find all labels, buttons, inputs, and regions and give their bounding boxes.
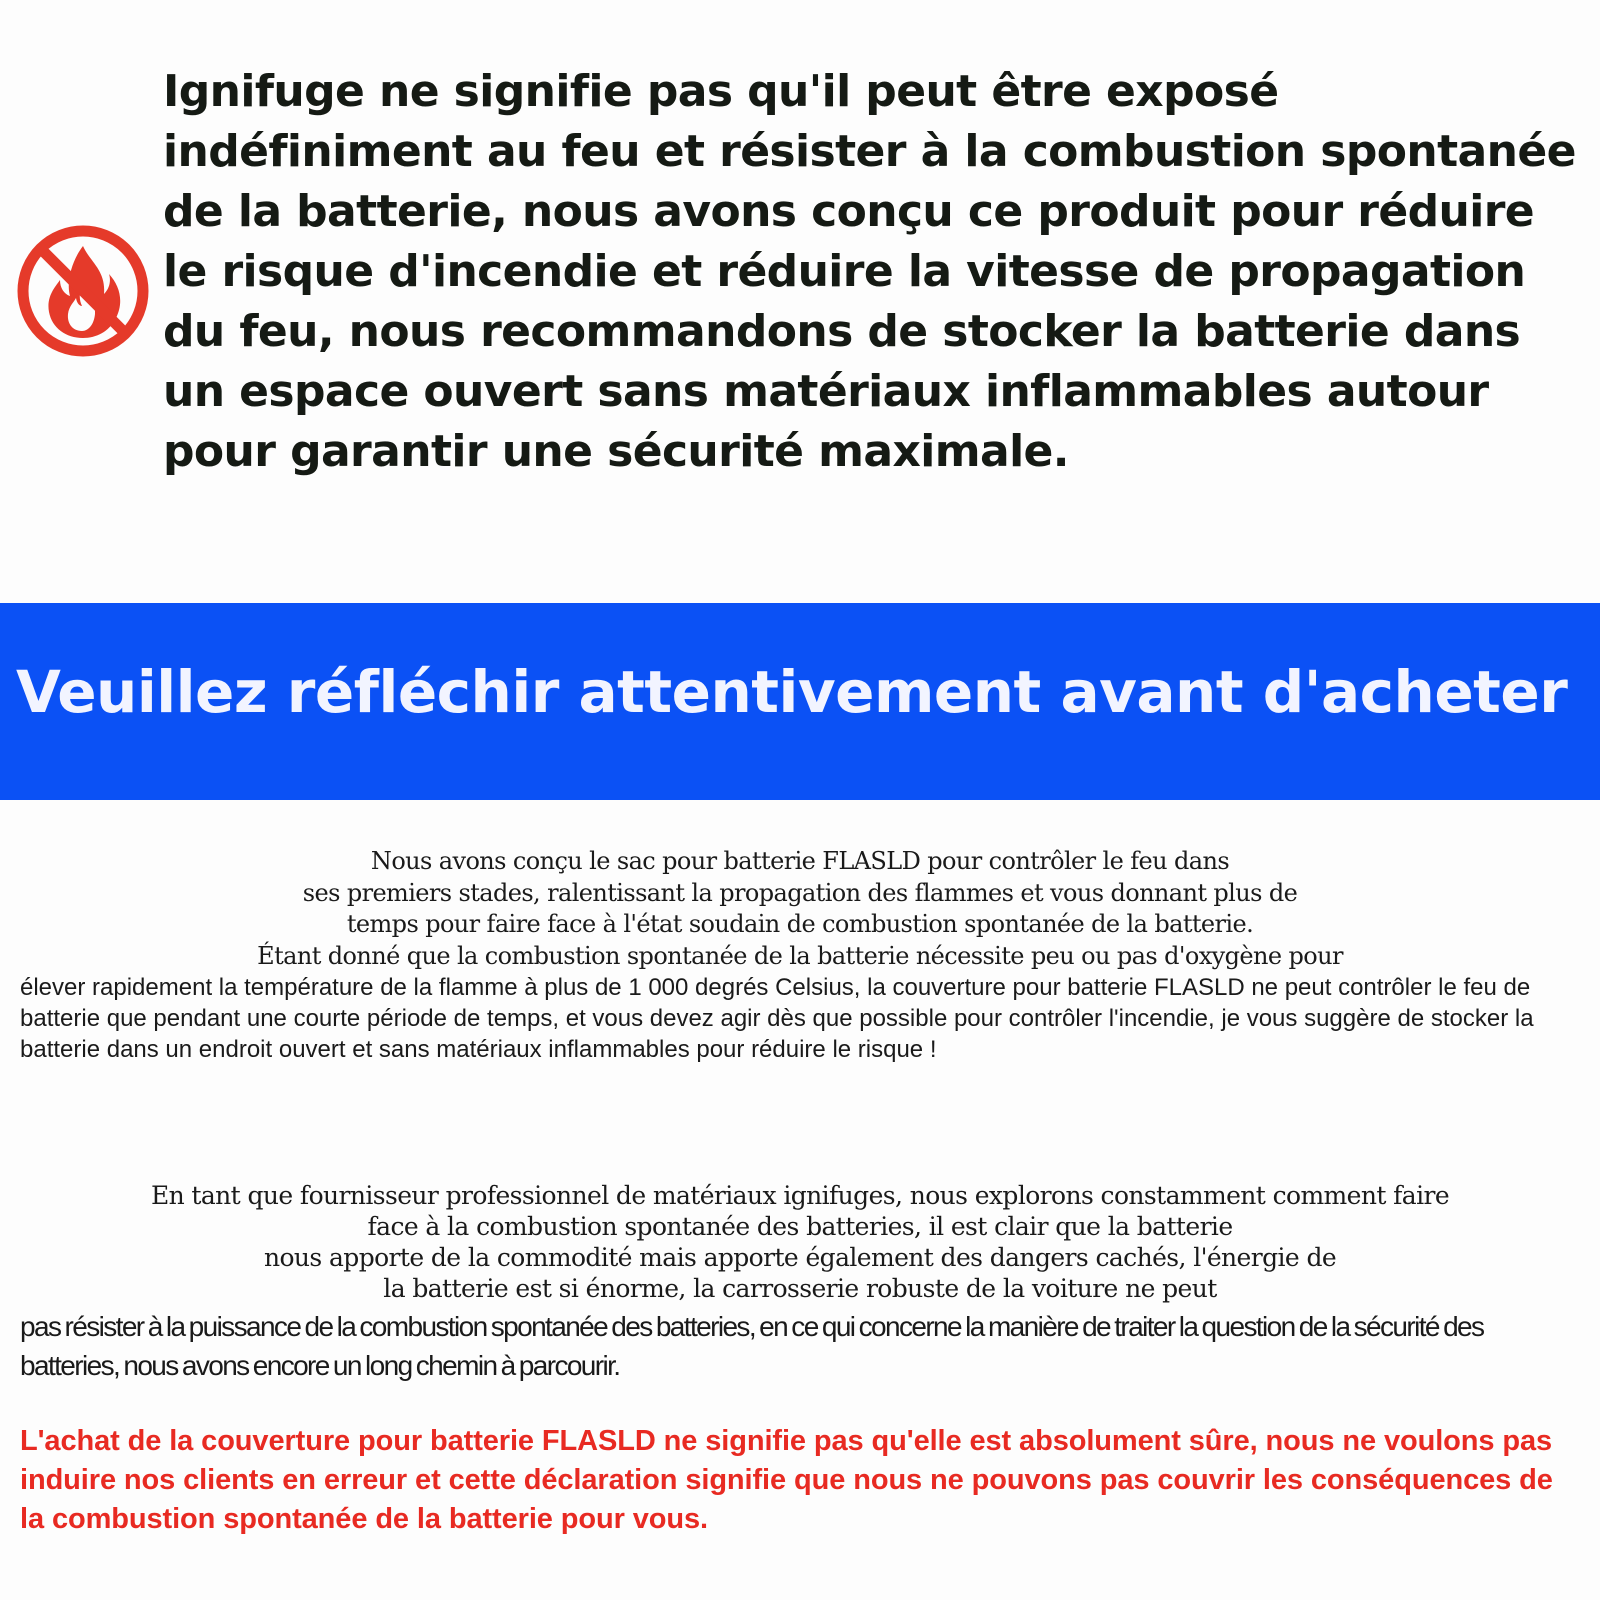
- banner-title: Veuillez réfléchir attentivement avant d'acheter: [16, 658, 1568, 726]
- no-fire-icon: [16, 224, 150, 358]
- top-section: [0, 0, 1600, 600]
- disclaimer-warning: L'achat de la couverture pour batterie FLASLD ne signifie pas qu'elle est absolument sûre, nous ne voulons pas induire nos clients en erreur et cette déclaration signifie que nous ne pouvons pas couvrir les conséquences de la combustion spontanée de la batterie pour vous.: [20, 1425, 1553, 1535]
- paragraph-line: En tant que fournisseur professionnel de matériaux ignifuges, nous explorons constamment comment faire: [150, 1181, 1450, 1210]
- paragraph-line: face à la combustion spontanée des batteries, il est clair que la batterie: [367, 1212, 1233, 1241]
- paragraph-line: Étant donné que la combustion spontanée de la batterie nécessite peu ou pas d'oxygène pour: [257, 941, 1343, 970]
- paragraph-line: Nous avons conçu le sac pour batterie FLASLD pour contrôler le feu dans: [370, 847, 1230, 875]
- paragraph-design-intro: [40, 846, 1560, 972]
- intro-warning-text: Ignifuge ne signifie pas qu'il peut être exposé indéfiniment au feu et résister à la combustion spontanée de la batterie, nous avons conçu ce produit pour réduire le risque d'incendie et réduire la vitesse de propagation du feu, nous recommandons de stocker la batterie dans un espace ouvert sans matériaux inflammables autour pour garantir une sécurité maximale.: [163, 66, 1576, 477]
- paragraph-supplier: [40, 1180, 1560, 1304]
- paragraph-temperature: élever rapidement la température de la flamme à plus de 1 000 degrés Celsius, la couverture pour batterie FLASLD ne peut contrôler le feu de batterie que pendant une courte période de temps, et vous devez agir dès que possible pour contrôler l'incendie, je vous suggère de stocker la batterie dans un endroit ouvert et sans matériaux inflammables pour réduire le risque !: [20, 974, 1534, 1063]
- paragraph-line: temps pour faire face à l'état soudain de combustion spontanée de la batterie.: [346, 910, 1254, 938]
- paragraph-line: nous apporte de la commodité mais apporte également des dangers cachés, l'énergie de: [263, 1243, 1337, 1272]
- paragraph-safety-road: pas résister à la puissance de la combustion spontanée des batteries, en ce qui concerne la manière de traiter la question de la sécurité des batteries, nous avons encore un long chemin à parcourir.: [20, 1311, 1484, 1381]
- paragraph-line: ses premiers stades, ralentissant la propagation des flammes et vous donnant plus de: [302, 878, 1298, 907]
- paragraph-line: la batterie est si énorme, la carrosserie robuste de la voiture ne peut: [383, 1274, 1217, 1303]
